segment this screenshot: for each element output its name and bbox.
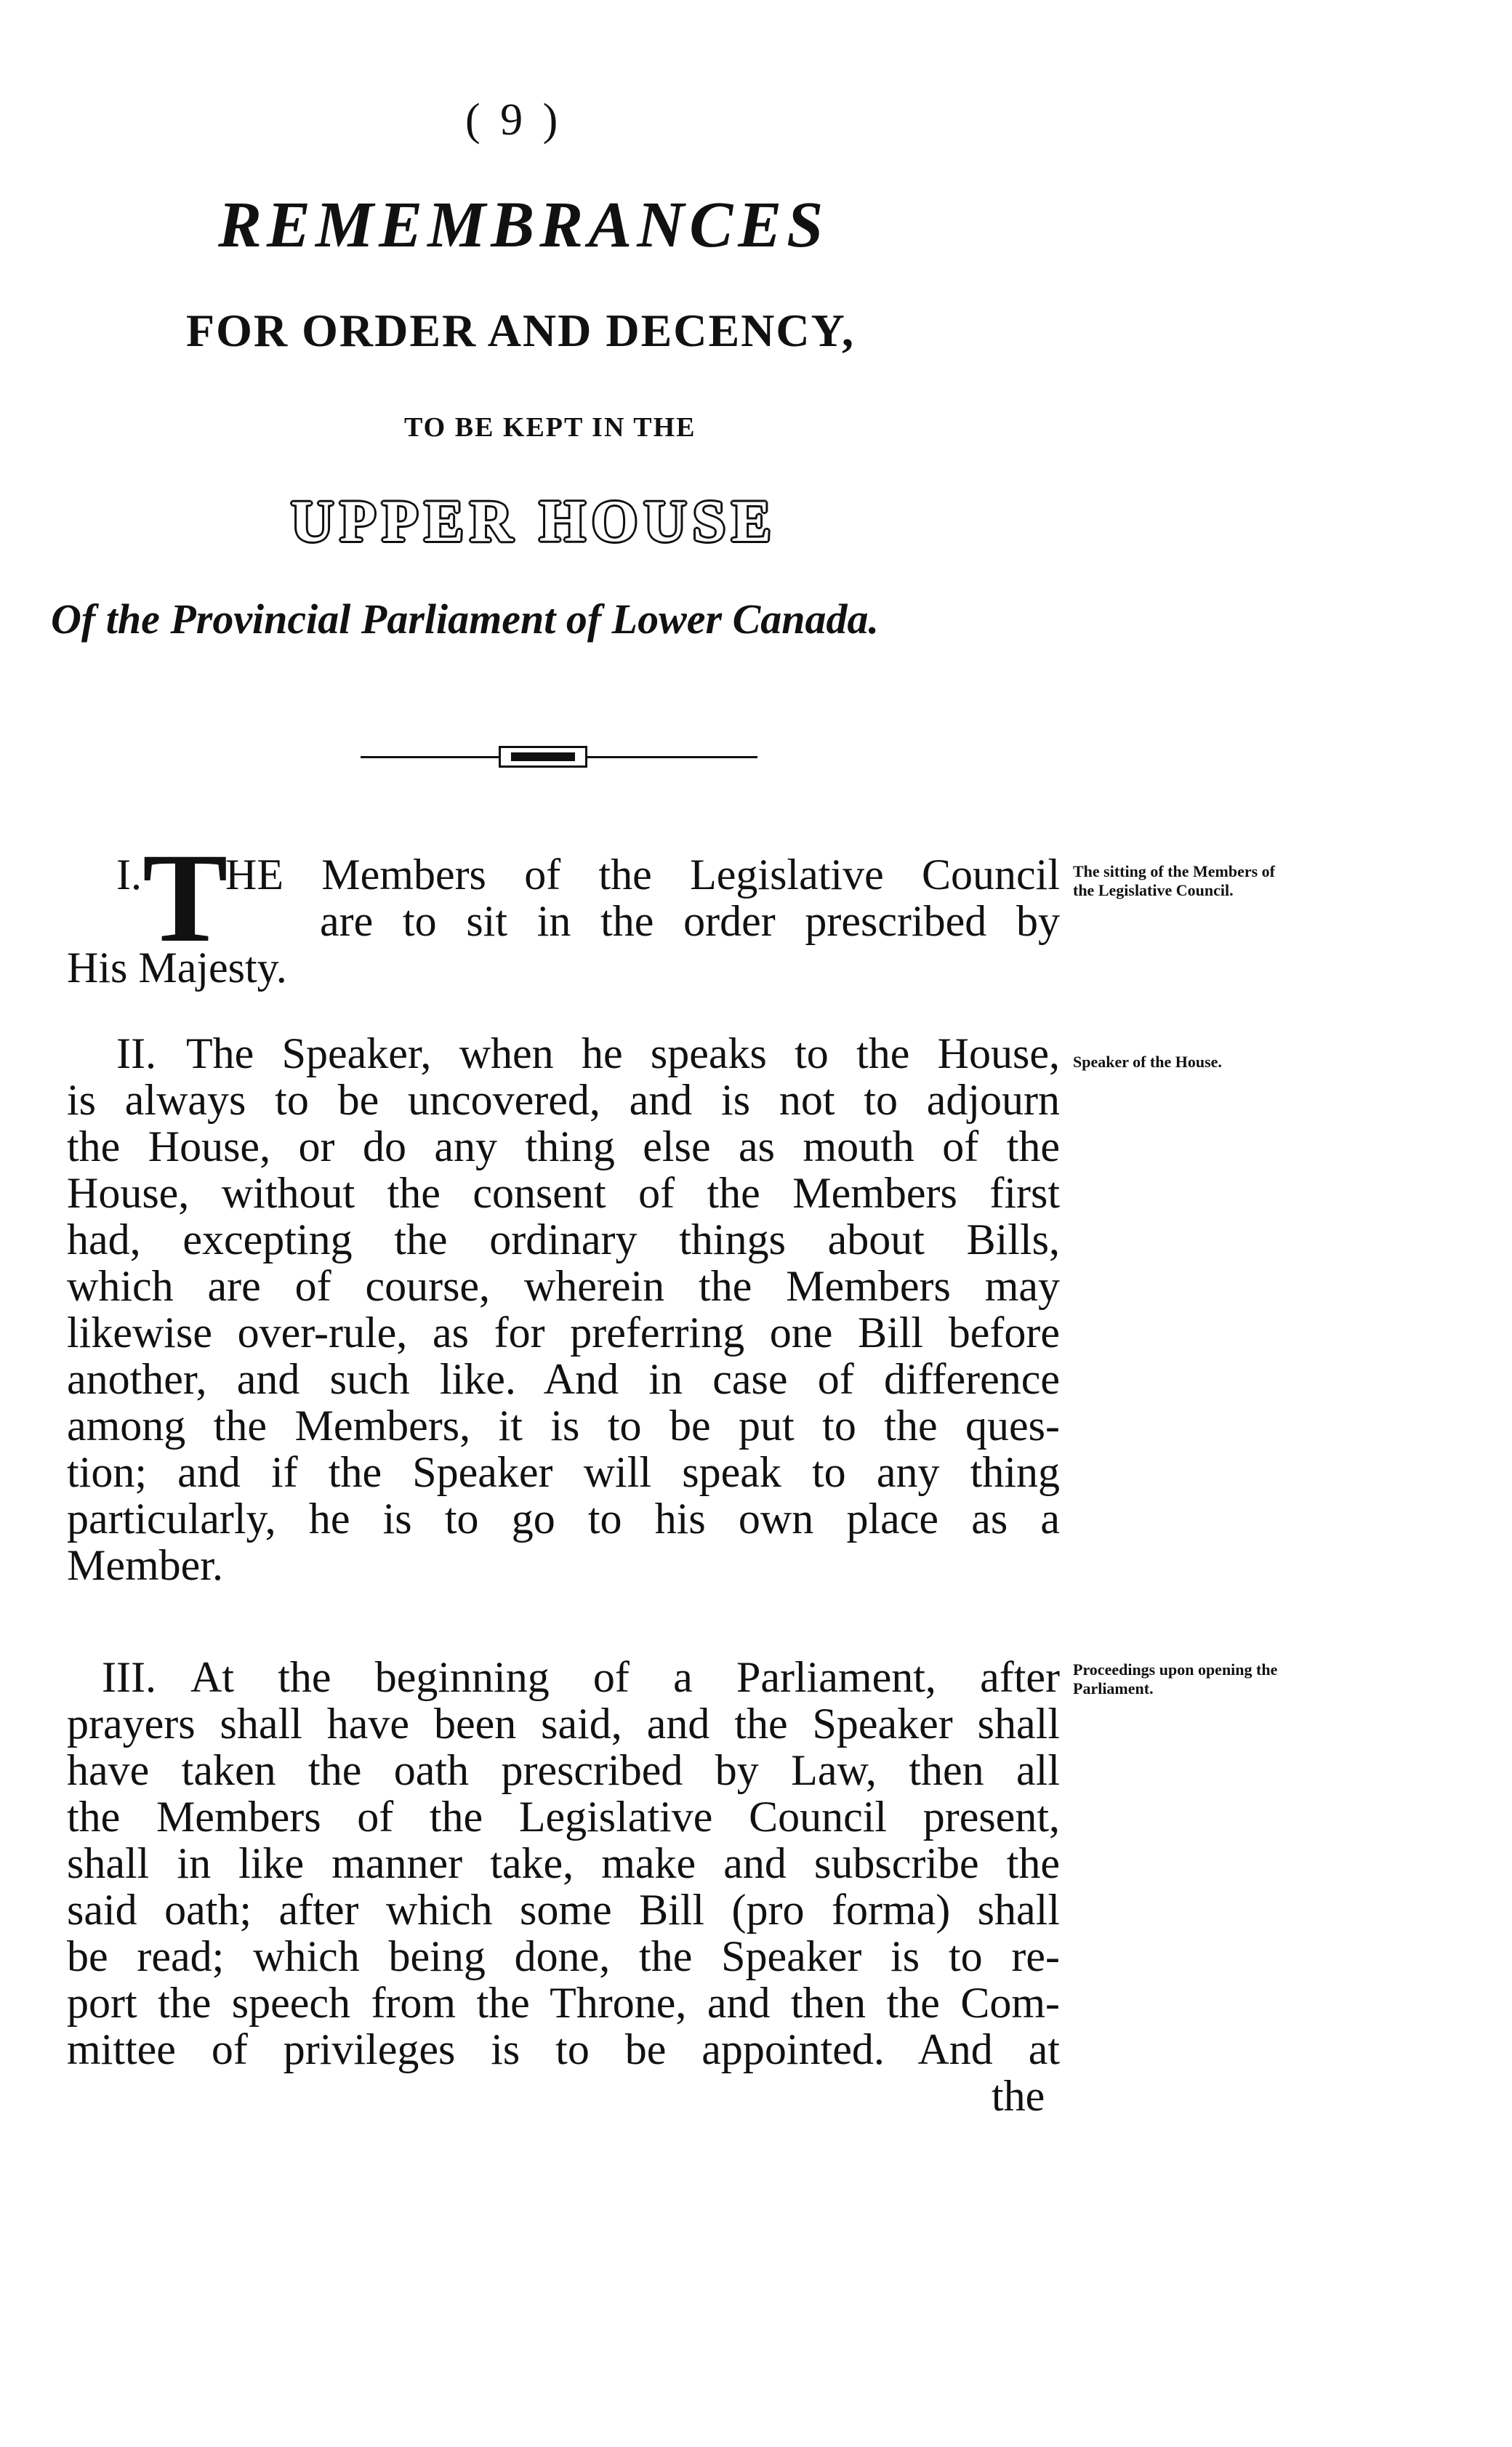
section-3-line: said oath; after which some Bill (pro forma) shall [67, 1886, 1060, 1934]
margin-note-2: Speaker of the House. [1073, 1053, 1222, 1071]
section-3-line: shall in like manner take, make and subscribe the [67, 1839, 1060, 1887]
section-3-line: port the speech from the Throne, and then the Com- [67, 1979, 1060, 2027]
section-2-line: House, without the consent of the Members first [67, 1169, 1060, 1217]
drop-cap: T [142, 827, 228, 969]
margin-note-1: The sitting of the Members of the Legislative Council. [1073, 862, 1276, 899]
section-1-numeral: I. [116, 851, 142, 899]
page-title: REMEMBRANCES [218, 189, 829, 261]
section-3-line: prayers shall have been said, and the Speaker shall [67, 1700, 1060, 1748]
subtitle-line-4: Of the Provincial Parliament of Lower Canada. [51, 595, 880, 643]
section-3-numeral: III. [102, 1653, 156, 1701]
section-2-line: The Speaker, when he speaks to the House, [186, 1029, 1060, 1077]
subtitle-line-2: TO BE KEPT IN THE [404, 412, 696, 443]
section-2-line: among the Members, it is to be put to the ques- [67, 1402, 1060, 1450]
margin-note-3: Proceedings upon opening the Parliament. [1073, 1660, 1278, 1697]
section-2-line: likewise over-rule, as for preferring one Bill before [67, 1309, 1060, 1357]
section-1-line: HE Members of the Legislative Council [225, 851, 1060, 899]
section-1-line: are to sit in the order prescribed by [320, 897, 1060, 945]
section-2-line: which are of course, wherein the Members may [67, 1262, 1060, 1310]
subtitle-line-1: FOR ORDER AND DECENCY, [186, 305, 855, 356]
ornamental-rule-center [499, 746, 587, 768]
section-2-numeral: II. [116, 1029, 156, 1077]
section-3-line: have taken the oath prescribed by Law, then all [67, 1746, 1060, 1794]
catchword: the [992, 2072, 1045, 2120]
section-3-line: mittee of privileges is to be appointed. And at [67, 2025, 1060, 2073]
section-3-line: the Members of the Legislative Council present, [67, 1793, 1060, 1841]
section-1-line: His Majesty. [67, 944, 287, 992]
section-3-line: be read; which being done, the Speaker is to re- [67, 1932, 1060, 1980]
section-2-line: is always to be uncovered, and is not to adjourn [67, 1076, 1060, 1124]
section-2-line: had, excepting the ordinary things about Bills, [67, 1216, 1060, 1263]
page-number: ( 9 ) [465, 95, 563, 145]
section-2-line: Member. [67, 1541, 223, 1589]
section-3-line: At the beginning of a Parliament, after [190, 1653, 1060, 1701]
section-2-line: tion; and if the Speaker will speak to any thing [67, 1448, 1060, 1496]
section-2-line: the House, or do any thing else as mouth of the [67, 1122, 1060, 1170]
section-2-line: another, and such like. And in case of difference [67, 1355, 1060, 1403]
subtitle-line-3: UPPER HOUSE [291, 488, 777, 554]
section-2-line: particularly, he is to go to his own place as a [67, 1495, 1060, 1543]
